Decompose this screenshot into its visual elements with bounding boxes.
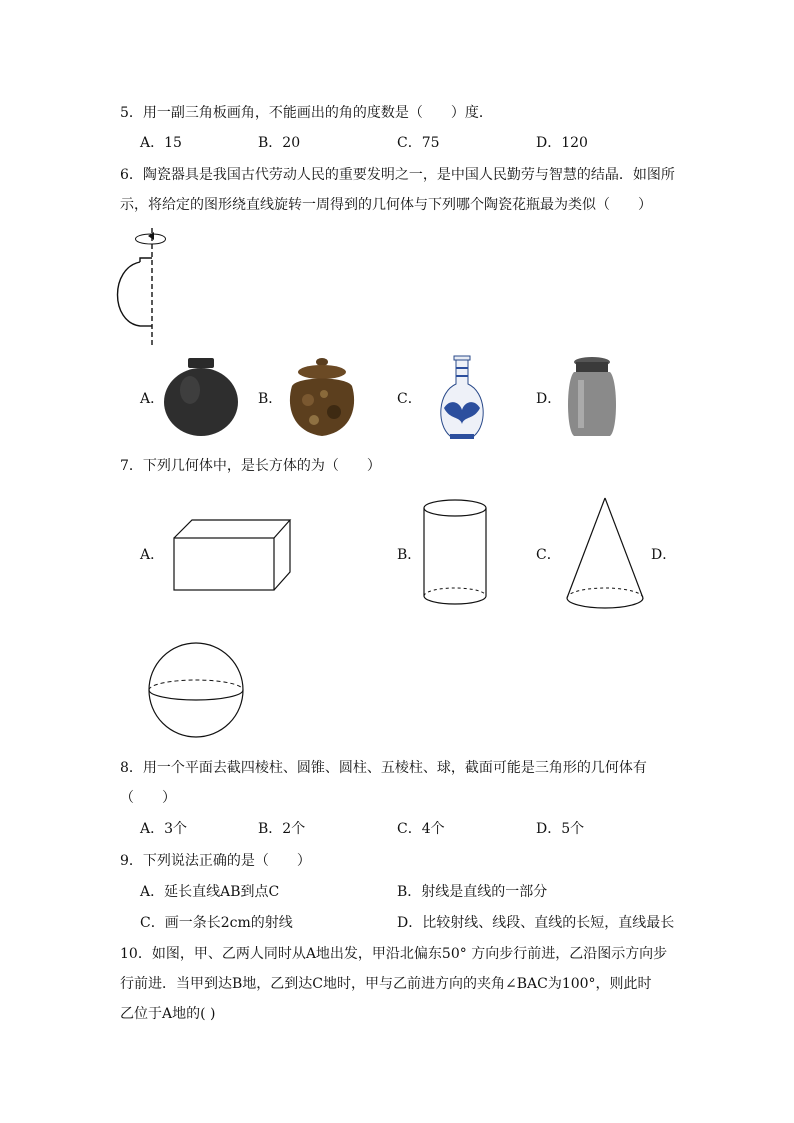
black-round-jar-icon — [162, 356, 240, 438]
brown-textured-lidded-jar-icon — [284, 356, 360, 440]
q10-line1: 10．如图，甲、乙两人同时从A地出发，甲沿北偏东50° 方向步行前进，乙沿图示方向步 — [120, 946, 668, 962]
q7-option-c: C． — [536, 547, 561, 563]
q5-option-c: C．75 — [397, 135, 440, 151]
blue-white-porcelain-vase-icon — [434, 354, 490, 442]
q7-option-b: B． — [397, 547, 422, 563]
q8-option-a: A．3个 — [140, 821, 188, 837]
q8-option-d: D．5个 — [536, 821, 585, 837]
q5-option-b: B．20 — [258, 135, 301, 151]
q9-stem: 9．下列说法正确的是（ ） — [120, 853, 311, 869]
q6-stem-line1: 6．陶瓷器具是我国古代劳动人民的重要发明之一，是中国人民勤劳与智慧的结晶．如图所 — [120, 167, 675, 183]
q8-stem-line1: 8．用一个平面去截四棱柱、圆锥、圆柱、五棱柱、球，截面可能是三角形的几何体有 — [120, 760, 647, 776]
q7-option-a: A． — [140, 547, 165, 563]
q9-option-c: C．画一条长2cm的射线 — [140, 915, 293, 931]
cuboid-icon — [170, 516, 296, 592]
q5-stem: 5．用一副三角板画角，不能画出的角的度数是（ ）度． — [120, 105, 493, 121]
q6-option-d: D． — [536, 391, 562, 407]
q5-option-d: D．120 — [536, 135, 588, 151]
sphere-icon — [144, 640, 248, 740]
q10-line3: 乙位于A地的( ) — [120, 1006, 216, 1022]
q9-option-a: A．延长直线AB到点C — [140, 884, 280, 900]
q5-option-a: A．15 — [140, 135, 182, 151]
q8-option-c: C．4个 — [397, 821, 445, 837]
q8-stem-line2: （ ） — [120, 790, 176, 806]
q6-stem-line2: 示，将给定的图形绕直线旋转一周得到的几何体与下列哪个陶瓷花瓶最为类似（ ） — [120, 197, 652, 213]
grey-glazed-jar-icon — [564, 356, 620, 438]
q7-stem: 7．下列几何体中，是长方体的为（ ） — [120, 458, 381, 474]
q6-option-c: C． — [397, 391, 422, 407]
q6-option-a: A． — [140, 391, 165, 407]
q10-line2: 行前进．当甲到达B地，乙到达C地时，甲与乙前进方向的夹角∠BAC为100°，则此时 — [120, 976, 652, 992]
q9-option-b: B．射线是直线的一部分 — [397, 884, 548, 900]
cylinder-icon — [420, 498, 490, 608]
rotation-figure — [110, 222, 190, 352]
cone-icon — [562, 494, 648, 614]
q7-option-d: D． — [651, 547, 677, 563]
q8-option-b: B．2个 — [258, 821, 306, 837]
q9-option-d: D．比较射线、线段、直线的长短，直线最长 — [397, 915, 675, 931]
q6-option-b: B． — [258, 391, 283, 407]
